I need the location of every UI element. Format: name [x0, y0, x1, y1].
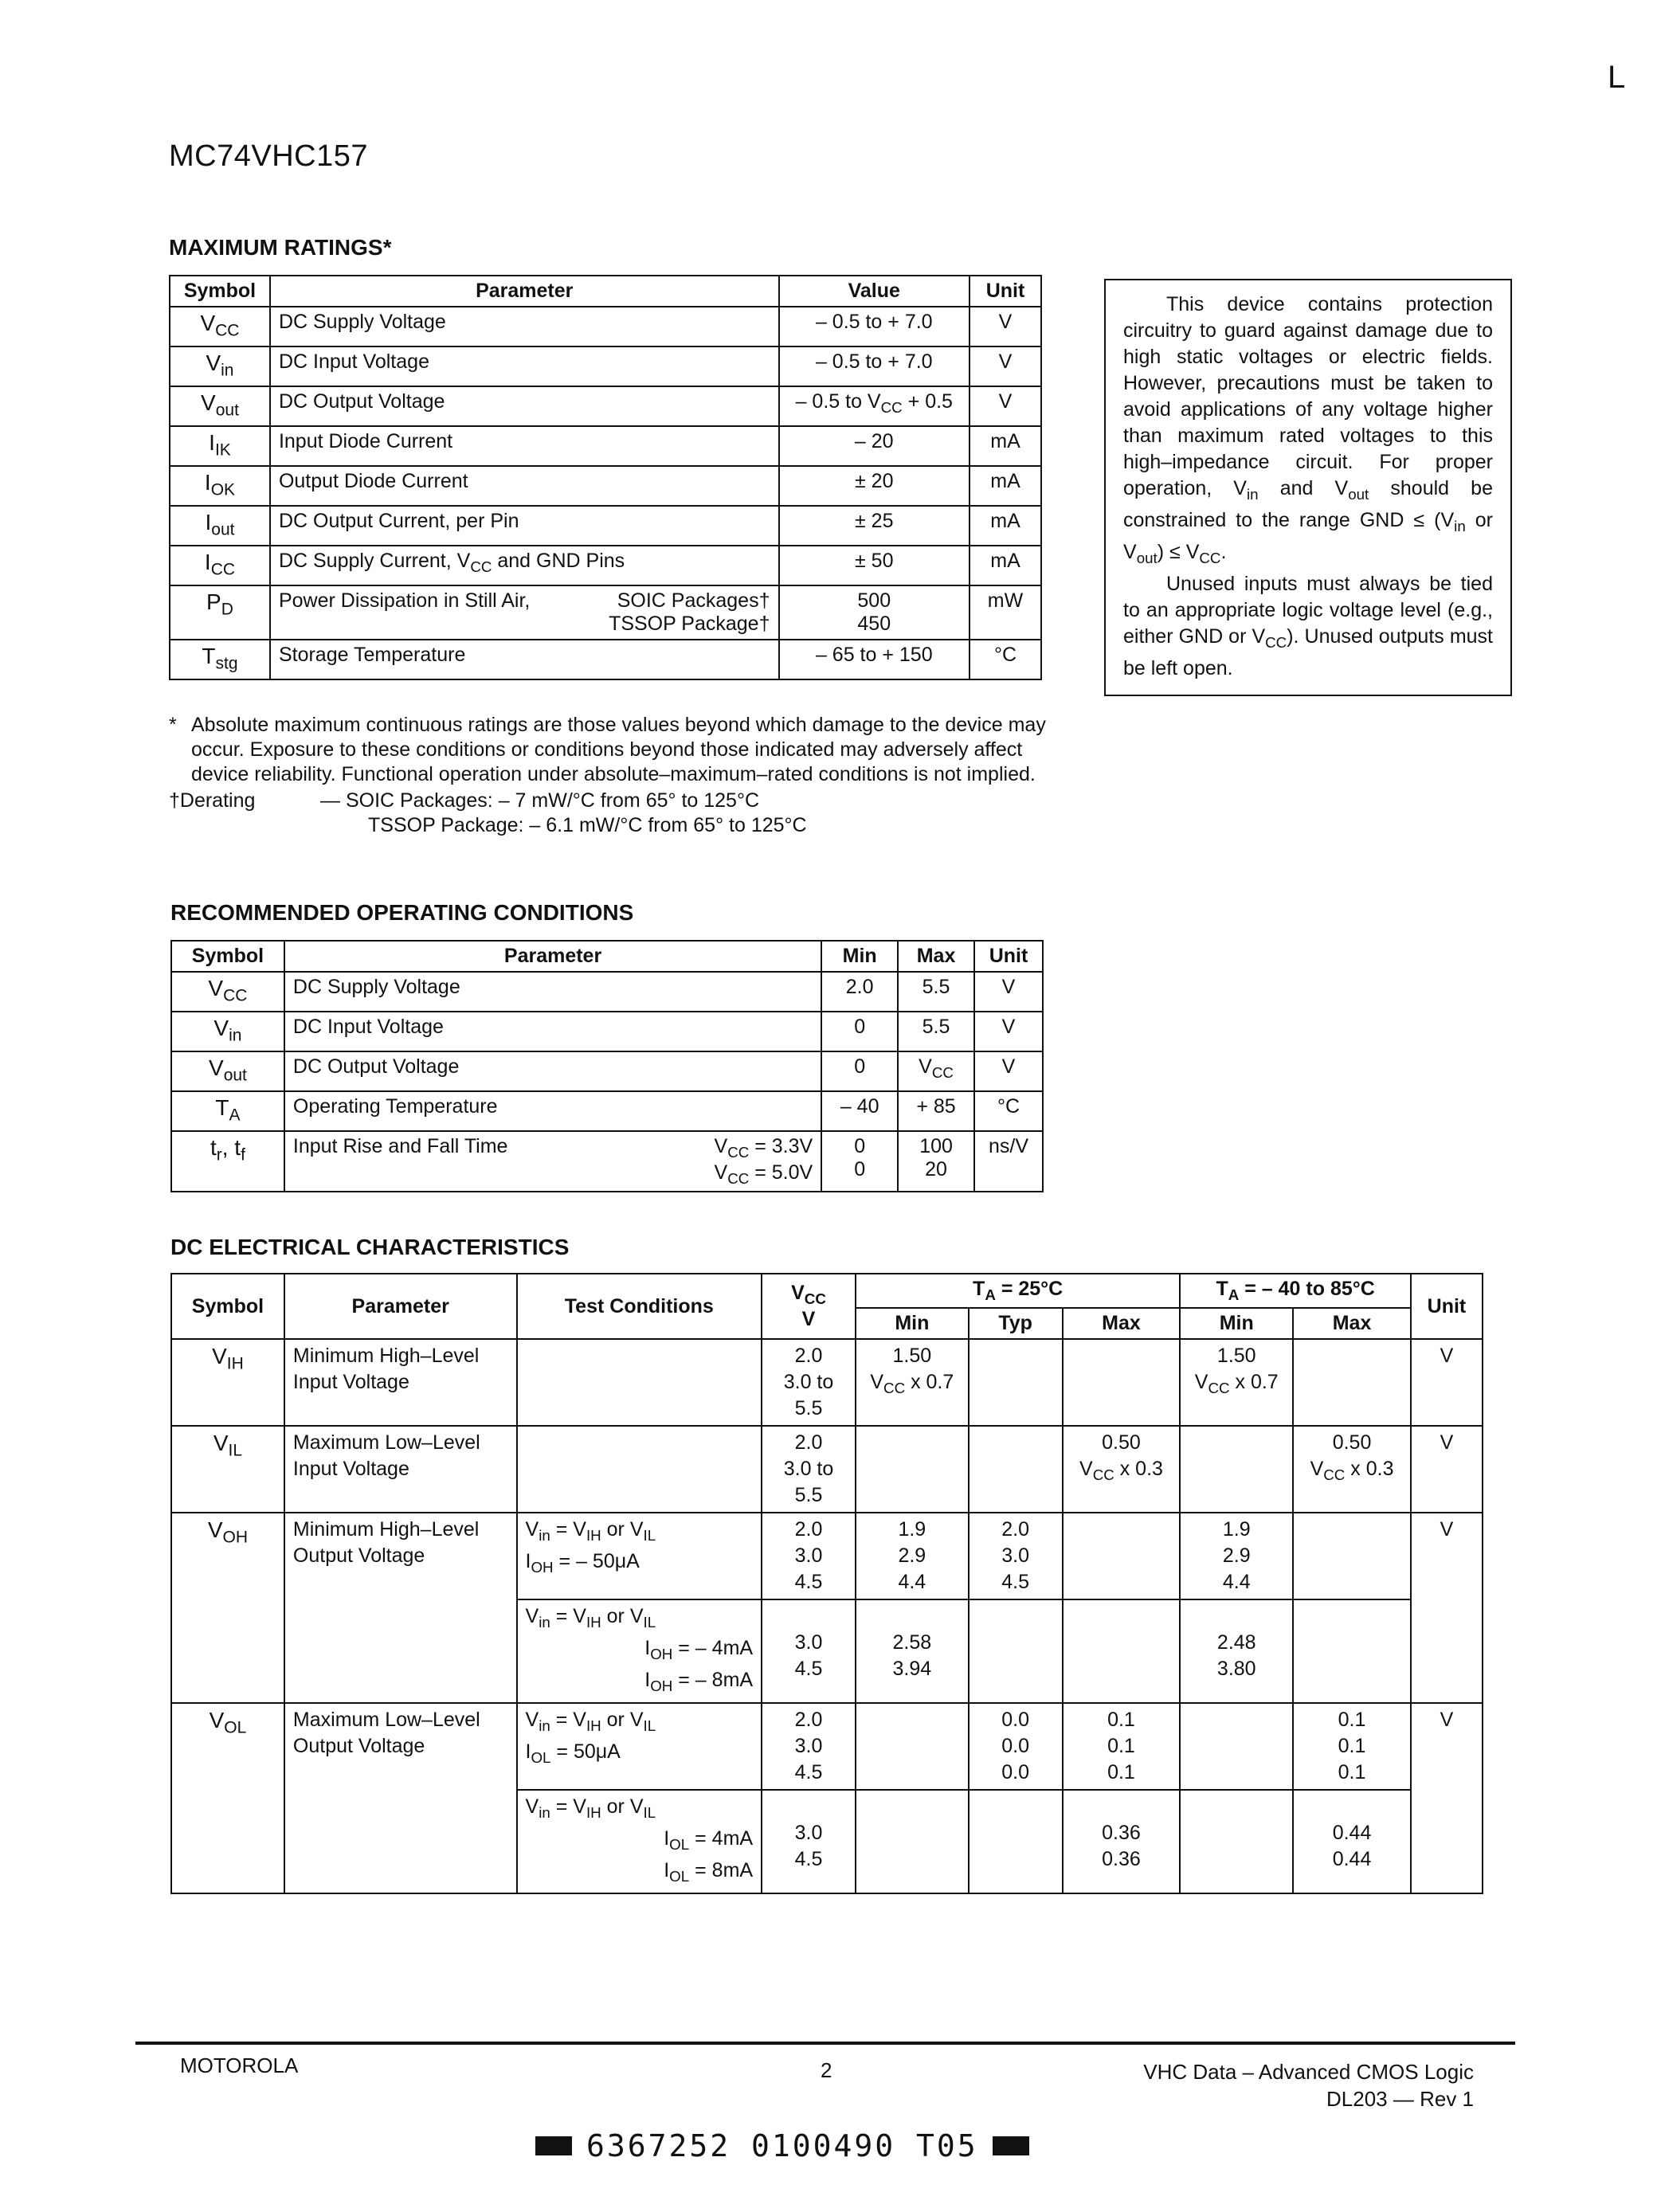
typ-cell — [969, 1599, 1063, 1703]
symbol-cell: $V_{out}$ — [171, 1051, 284, 1091]
symbol-cell: $t_r$, $t_f$ — [171, 1131, 284, 1192]
min-85-cell — [1180, 1703, 1293, 1790]
unit-cell: V — [1411, 1339, 1483, 1426]
symbol-cell: $I_{CC}$ — [170, 546, 270, 585]
table-row — [171, 1339, 1483, 1426]
parameter-cell: Storage Temperature — [270, 640, 779, 679]
parameter-cell: Maximum Low–Level Output Voltage — [284, 1703, 517, 1893]
unit-cell: V — [974, 1012, 1043, 1051]
min-cell: 2.0 — [821, 972, 898, 1012]
symbol-cell: $T_{stg}$ — [170, 640, 270, 679]
table-row — [170, 426, 1041, 466]
symbol-cell: $V_{OL}$ — [171, 1703, 284, 1893]
table-header-row — [171, 1274, 1483, 1308]
unit-cell: V — [1411, 1703, 1483, 1893]
value-cell: – 20 — [779, 426, 970, 466]
max-ratings-table — [169, 275, 1042, 680]
barcode-block-left — [535, 2136, 572, 2155]
value-cell: – 0.5 to + 7.0 — [779, 307, 970, 346]
unit-cell: V — [970, 307, 1041, 346]
min-cell: 1.50 $V_{CC}$ x 0.7 — [856, 1339, 969, 1426]
table-row — [171, 1703, 1483, 1790]
vcc-cell: 2.0 3.0 to 5.5 — [762, 1426, 856, 1513]
table-row — [170, 386, 1041, 426]
max-ratings-footnotes — [169, 713, 1053, 838]
parameter-cell: DC Input Voltage — [270, 346, 779, 386]
unit-cell: V — [1411, 1513, 1483, 1703]
unit-cell: ns/V — [974, 1131, 1043, 1192]
symbol-cell: $V_{in}$ — [171, 1012, 284, 1051]
value-cell: ± 20 — [779, 466, 970, 506]
max-cell — [1063, 1513, 1181, 1599]
col-symbol: Symbol — [171, 1274, 284, 1339]
value-cell: ± 25 — [779, 506, 970, 546]
col-parameter: Parameter — [270, 276, 779, 307]
col-typ-25: Typ — [969, 1308, 1063, 1339]
vcc-cell: 3.0 4.5 — [762, 1790, 856, 1893]
symbol-cell: $I_{out}$ — [170, 506, 270, 546]
parameter-cell: DC Output Current, per Pin — [270, 506, 779, 546]
parameter-cell: DC Input Voltage — [284, 1012, 821, 1051]
table-row — [171, 1426, 1483, 1513]
vcc-cell: 2.0 3.0 4.5 — [762, 1703, 856, 1790]
parameter-cell: Input Diode Current — [270, 426, 779, 466]
col-parameter: Parameter — [284, 941, 821, 972]
parameter-cell: SOIC Packages† TSSOP Package† Power Dissipation in Still Air, — [270, 585, 779, 640]
document-title: MC74VHC157 — [169, 139, 368, 173]
barcode-block-right — [993, 2136, 1029, 2155]
page-number: 2 — [821, 2058, 832, 2082]
max-cell — [1063, 1599, 1181, 1703]
unit-cell: mA — [970, 506, 1041, 546]
table-row — [170, 346, 1041, 386]
min-cell: 1.9 2.9 4.4 — [856, 1513, 969, 1599]
parameter-cell: Output Diode Current — [270, 466, 779, 506]
test-conditions-cell: $V_{in} = V_{IH}$ or $V_{IL}$ $I_{OL} = 50\mu A$ — [517, 1703, 762, 1790]
table-row — [170, 585, 1041, 640]
col-max-85: Max — [1293, 1308, 1411, 1339]
min-cell — [856, 1703, 969, 1790]
col-min-25: Min — [856, 1308, 969, 1339]
symbol-cell: $V_{IL}$ — [171, 1426, 284, 1513]
value-cell: – 0.5 to $V_{CC} + 0.5$ — [779, 386, 970, 426]
symbol-cell: $P_D$ — [170, 585, 270, 640]
parameter-cell: DC Output Voltage — [284, 1051, 821, 1091]
min-85-cell: 2.48 3.80 — [1180, 1599, 1293, 1703]
typ-cell — [969, 1426, 1063, 1513]
parameter-cell: DC Supply Current, $V_{CC}$ and GND Pins — [270, 546, 779, 585]
test-conditions-cell: $V_{in} = V_{IH}$ or $V_{IL}$ $I_{OH}$ = – 4mA $I_{OH}$ = – 8mA — [517, 1599, 762, 1703]
parameter-cell: DC Supply Voltage — [284, 972, 821, 1012]
dc-characteristics-table — [170, 1273, 1483, 1894]
min-cell: 2.58 3.94 — [856, 1599, 969, 1703]
table-row — [170, 546, 1041, 585]
table-row — [171, 1051, 1043, 1091]
col-unit: Unit — [1411, 1274, 1483, 1339]
unit-cell: V — [974, 1051, 1043, 1091]
min-85-cell — [1180, 1426, 1293, 1513]
min-cell: – 40 — [821, 1091, 898, 1131]
symbol-cell: $V_{CC}$ — [171, 972, 284, 1012]
col-min-85: Min — [1180, 1308, 1293, 1339]
max-85-cell — [1293, 1513, 1411, 1599]
test-conditions-cell: $V_{in} = V_{IH}$ or $V_{IL}$ $I_{OL} = 4mA$ $I_{OL} = 8mA$ — [517, 1790, 762, 1893]
parameter-cell: Operating Temperature — [284, 1091, 821, 1131]
col-max: Max — [898, 941, 974, 972]
table-row — [171, 1513, 1483, 1599]
parameter-cell: Minimum High–Level Output Voltage — [284, 1513, 517, 1703]
max-85-cell: 0.1 0.1 0.1 — [1293, 1703, 1411, 1790]
print-code-line — [535, 2128, 1029, 2163]
unit-cell: V — [970, 346, 1041, 386]
max-85-cell: 0.44 0.44 — [1293, 1790, 1411, 1893]
table-row — [170, 307, 1041, 346]
unit-cell: mA — [970, 426, 1041, 466]
max-cell: 0.1 0.1 0.1 — [1063, 1703, 1181, 1790]
max-cell: 0.36 0.36 — [1063, 1790, 1181, 1893]
min-cell: 0 0 — [821, 1131, 898, 1192]
max-cell: 5.5 — [898, 1012, 974, 1051]
symbol-cell: $V_{CC}$ — [170, 307, 270, 346]
min-85-cell — [1180, 1790, 1293, 1893]
unit-cell: V — [970, 386, 1041, 426]
value-cell: ± 50 — [779, 546, 970, 585]
table-row — [170, 506, 1041, 546]
table-header-row — [170, 276, 1041, 307]
typ-cell: 2.0 3.0 4.5 — [969, 1513, 1063, 1599]
parameter-cell: DC Supply Voltage — [270, 307, 779, 346]
symbol-cell: $V_{IH}$ — [171, 1339, 284, 1426]
test-conditions-cell — [517, 1426, 762, 1513]
value-cell: 500 450 — [779, 585, 970, 640]
footer-divider — [135, 2042, 1515, 2045]
table-row — [171, 1131, 1043, 1192]
typ-cell — [969, 1339, 1063, 1426]
max-85-cell — [1293, 1599, 1411, 1703]
unit-cell: °C — [970, 640, 1041, 679]
rise-fall-conditions: $V_{CC} = 3.3V$ $V_{CC} = 5.0V$ — [714, 1135, 813, 1187]
col-symbol: Symbol — [171, 941, 284, 972]
parameter-cell: Maximum Low–Level Input Voltage — [284, 1426, 517, 1513]
col-min: Min — [821, 941, 898, 972]
test-conditions-cell: $V_{in} = V_{IH}$ or $V_{IL}$ $I_{OH}$ = – 50μA — [517, 1513, 762, 1599]
col-max-25: Max — [1063, 1308, 1181, 1339]
min-cell: 0 — [821, 1012, 898, 1051]
max-cell: 100 20 — [898, 1131, 974, 1192]
parameter-cell: $V_{CC} = 3.3V$ $V_{CC} = 5.0V$ Input Rise and Fall Time — [284, 1131, 821, 1192]
print-code: 6367252 0100490 T05 — [586, 2128, 978, 2163]
min-85-cell: 1.9 2.9 4.4 — [1180, 1513, 1293, 1599]
table-row — [171, 972, 1043, 1012]
test-conditions-cell — [517, 1339, 762, 1426]
typ-cell: 0.0 0.0 0.0 — [969, 1703, 1063, 1790]
unit-cell: mA — [970, 546, 1041, 585]
vcc-cell: 2.0 3.0 to 5.5 — [762, 1339, 856, 1426]
symbol-cell: $T_A$ — [171, 1091, 284, 1131]
parameter-cell: DC Output Voltage — [270, 386, 779, 426]
unit-cell: mA — [970, 466, 1041, 506]
footer-doc-info: VHC Data – Advanced CMOS Logic DL203 — Rev 1 — [1143, 2060, 1474, 2111]
max-85-cell — [1293, 1339, 1411, 1426]
max-cell: 5.5 — [898, 972, 974, 1012]
max-cell: + 85 — [898, 1091, 974, 1131]
unit-cell: mW — [970, 585, 1041, 640]
value-cell: – 0.5 to + 7.0 — [779, 346, 970, 386]
unit-cell: V — [1411, 1426, 1483, 1513]
dc-characteristics-title: DC ELECTRICAL CHARACTERISTICS — [170, 1235, 570, 1259]
rec-conditions-title: RECOMMENDED OPERATING CONDITIONS — [170, 900, 634, 925]
vcc-cell: 3.0 4.5 — [762, 1599, 856, 1703]
col-symbol: Symbol — [170, 276, 270, 307]
min-cell — [856, 1790, 969, 1893]
corner-mark: L — [1608, 60, 1626, 95]
col-ta-25: $T_A = 25^\circ C$ — [856, 1274, 1180, 1308]
max-cell: 0.50 $V_{CC}$ x 0.3 — [1063, 1426, 1181, 1513]
absolute-max-footnote: * Absolute maximum continuous ratings are those values beyond which damage to the device may occur. Exposure to these conditions or conditions beyond those indicated may adversely affect device reliability. Functional operation under absolute–maximum–rated conditions is not implied. — [169, 714, 1046, 785]
symbol-cell: $I_{IK}$ — [170, 426, 270, 466]
typ-cell — [969, 1790, 1063, 1893]
unused-inputs-paragraph: Unused inputs must always be tied to an appropriate logic voltage level (e.g., either GND or $V_{CC}$). Unused outputs must be left open. — [1123, 573, 1493, 679]
footer-brand: MOTOROLA — [180, 2053, 299, 2077]
col-parameter: Parameter — [284, 1274, 517, 1339]
table-row — [170, 640, 1041, 679]
symbol-cell: $I_{OK}$ — [170, 466, 270, 506]
package-list: SOIC Packages† TSSOP Package† — [609, 589, 770, 635]
value-cell: – 65 to + 150 — [779, 640, 970, 679]
col-ta-range: $T_A$ = – 40 to 85°C — [1180, 1274, 1411, 1308]
max-cell: $V_{CC}$ — [898, 1051, 974, 1091]
col-value: Value — [779, 276, 970, 307]
table-header-row — [171, 941, 1043, 972]
table-row — [171, 1012, 1043, 1051]
derating-note: †Derating — SOIC Packages: – 7 mW/°C from 65° to 125°C TSSOP Package: – 6.1 mW/°C from 65° to 125°C — [169, 789, 807, 836]
rec-conditions-table — [170, 940, 1044, 1192]
vcc-cell: 2.0 3.0 4.5 — [762, 1513, 856, 1599]
max-cell — [1063, 1339, 1181, 1426]
unit-cell: V — [974, 972, 1043, 1012]
max-ratings-title: MAXIMUM RATINGS* — [169, 235, 392, 260]
min-cell — [856, 1426, 969, 1513]
min-cell: 0 — [821, 1051, 898, 1091]
max-85-cell: 0.50 $V_{CC}$ x 0.3 — [1293, 1426, 1411, 1513]
symbol-cell: $V_{OH}$ — [171, 1513, 284, 1703]
min-85-cell: 1.50 $V_{CC}$ x 0.7 — [1180, 1339, 1293, 1426]
symbol-cell: $V_{in}$ — [170, 346, 270, 386]
symbol-cell: $V_{out}$ — [170, 386, 270, 426]
col-unit: Unit — [970, 276, 1041, 307]
col-test-conditions: Test Conditions — [517, 1274, 762, 1339]
unit-cell: °C — [974, 1091, 1043, 1131]
table-row — [170, 466, 1041, 506]
parameter-cell: Minimum High–Level Input Voltage — [284, 1339, 517, 1426]
protection-paragraph: This device contains protection circuitry to guard against damage due to high static voltages or electric fields. However, precautions must be taken to avoid applications of any voltage higher than maximum rated voltages to this high–impedance circuit. For proper operation, $V_{in}$ and $V_{out}$ should be constrained to the range GND ≤ ($V_{in}$ or $V_{out}) \le V_{CC}$. — [1123, 293, 1493, 566]
col-unit: Unit — [974, 941, 1043, 972]
table-row — [171, 1091, 1043, 1131]
protection-note-box — [1104, 279, 1512, 696]
col-vcc: $V_{CC}$ V — [762, 1274, 856, 1339]
